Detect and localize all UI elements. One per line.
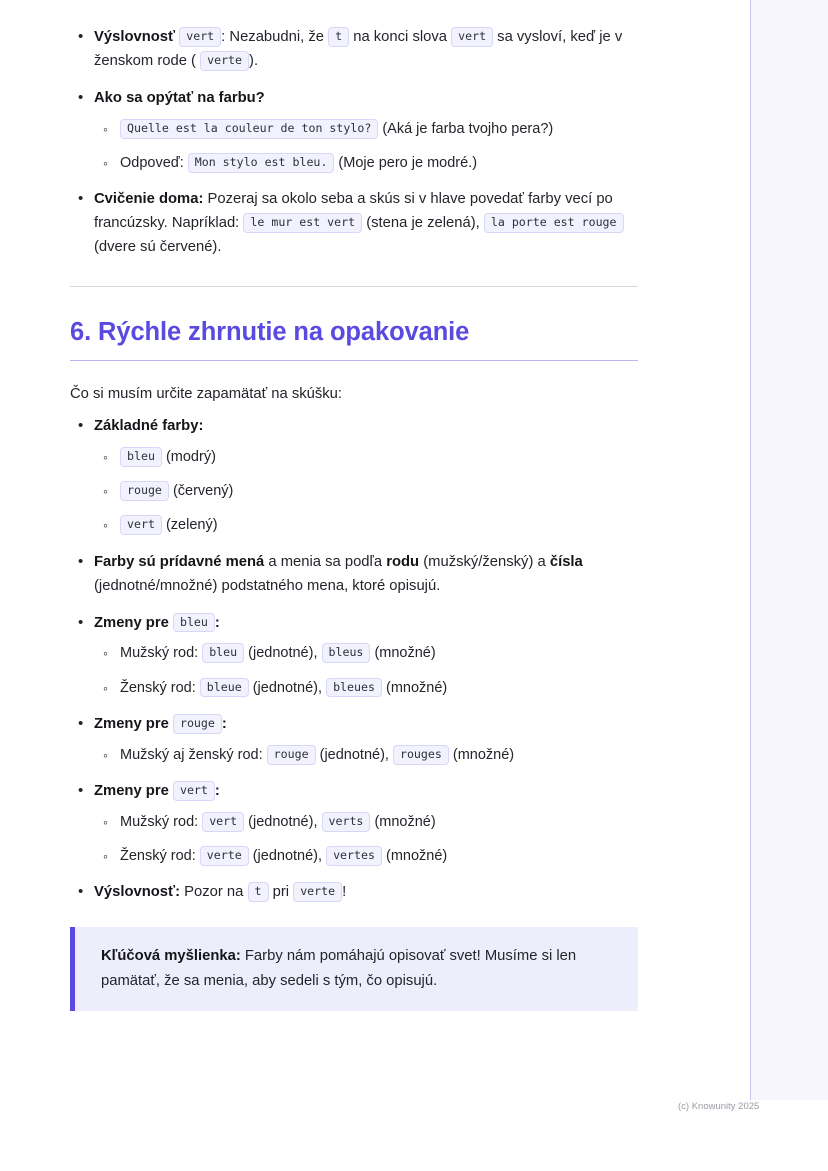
ask-color-sublist bbox=[94, 118, 638, 175]
text-fragment: na konci slova bbox=[353, 29, 447, 45]
text-fragment: (dvere sú červené). bbox=[94, 239, 222, 256]
code-chip: vert bbox=[179, 27, 221, 47]
code-chip: bleu bbox=[202, 643, 244, 663]
key-idea-label: Kľúčová myšlienka: bbox=[101, 948, 241, 965]
code-chip: bleu bbox=[120, 447, 162, 467]
code-chip: rouge bbox=[173, 714, 222, 734]
text-fragment: (množné) bbox=[386, 848, 448, 865]
text-fragment: Odpoveď: bbox=[120, 155, 184, 172]
changes-vert-label: Zmeny pre bbox=[94, 783, 169, 799]
text-fragment: Pozeraj sa okolo seba a skús si v hlave povedať farby vecí po francúzsky. Napríklad: bbox=[94, 191, 613, 232]
emphasis-gender: rodu bbox=[386, 553, 420, 570]
text-fragment: (jednotné), bbox=[248, 813, 318, 830]
code-chip: verte bbox=[293, 882, 342, 902]
basic-colors-sublist bbox=[94, 446, 638, 538]
text-fragment: (modrý) bbox=[165, 449, 216, 465]
heading-underline bbox=[70, 360, 638, 361]
code-chip: rouges bbox=[393, 745, 449, 765]
code-chip: la porte est rouge bbox=[484, 213, 624, 233]
text-fragment: (jednotné), bbox=[252, 848, 323, 865]
text-fragment: (jednotné/množné) podstatného mena, ktoré opisujú. bbox=[94, 577, 441, 594]
key-idea-callout bbox=[70, 927, 638, 1011]
code-chip: verte bbox=[200, 846, 249, 866]
page-side-column bbox=[750, 0, 828, 1100]
list-item bbox=[94, 642, 638, 665]
text-fragment: ! bbox=[342, 884, 347, 901]
text-fragment: (jednotné), bbox=[252, 679, 323, 696]
code-chip: bleues bbox=[326, 678, 382, 698]
changes-bleu-sublist bbox=[94, 642, 638, 699]
basic-colors-label: Základné farby: bbox=[94, 418, 204, 435]
text-fragment: (jednotné), bbox=[319, 746, 389, 763]
text-fragment: : bbox=[214, 614, 220, 631]
text-fragment: (množné) bbox=[452, 746, 515, 763]
list-item bbox=[94, 514, 638, 537]
code-chip: vert bbox=[451, 27, 493, 47]
list-item bbox=[70, 188, 638, 260]
code-chip: vert bbox=[120, 515, 162, 535]
list-item bbox=[70, 87, 638, 175]
text-fragment: (jednotné), bbox=[248, 645, 318, 662]
text-fragment: : bbox=[221, 715, 227, 732]
code-chip: Quelle est la couleur de ton stylo? bbox=[120, 119, 378, 139]
text-fragment: (mužský/ženský) a bbox=[423, 553, 546, 570]
section-heading: 6. Rýchle zhrnutie na opakovanie bbox=[70, 318, 470, 347]
code-chip: t bbox=[248, 882, 269, 902]
list-item bbox=[70, 415, 638, 538]
list-item bbox=[70, 612, 638, 700]
list-item bbox=[70, 713, 638, 767]
code-chip: verts bbox=[322, 812, 371, 832]
code-chip: bleu bbox=[173, 613, 215, 633]
summary-bullet-list bbox=[70, 415, 638, 905]
changes-vert-sublist bbox=[94, 811, 638, 868]
text-fragment: (množné) bbox=[374, 645, 436, 662]
adjectives-rule-label: Farby sú prídavné mená bbox=[94, 553, 265, 570]
homework-label: Cvičenie doma: bbox=[94, 191, 204, 208]
code-chip: rouge bbox=[267, 745, 316, 765]
text-fragment: (množné) bbox=[374, 813, 436, 830]
code-chip: bleus bbox=[322, 643, 371, 663]
text-fragment: a menia sa podľa bbox=[268, 553, 383, 570]
key-idea-text: Farby nám pomáhajú opisovať svet! Musíme si len pamätať, že sa menia, aby sedeli s tým, čo opisujú. bbox=[101, 948, 577, 989]
code-chip: t bbox=[328, 27, 349, 47]
list-item bbox=[70, 551, 638, 599]
section-intro: Čo si musím určite zapamätať na skúšku: bbox=[70, 386, 342, 403]
text-fragment: Ženský rod: bbox=[120, 848, 196, 865]
code-chip: le mur est vert bbox=[243, 213, 362, 233]
ask-color-label: Ako sa opýtať na farbu? bbox=[94, 89, 265, 106]
code-chip: Mon stylo est bleu. bbox=[188, 153, 335, 173]
list-item bbox=[70, 780, 638, 868]
text-fragment: Ženský rod: bbox=[120, 679, 196, 696]
text-fragment: Pozor na bbox=[184, 884, 244, 901]
text-fragment: (stena je zelená), bbox=[366, 215, 480, 232]
list-item bbox=[94, 118, 638, 141]
text-fragment: pri bbox=[272, 884, 290, 901]
text-fragment: (červený) bbox=[172, 483, 234, 500]
list-item bbox=[70, 881, 638, 905]
list-item bbox=[94, 845, 638, 868]
text-fragment: (množné) bbox=[386, 679, 448, 696]
pronunciation-label: Výslovnosť bbox=[94, 29, 176, 45]
text-fragment: (zelený) bbox=[165, 517, 218, 534]
list-item bbox=[70, 26, 638, 74]
text-fragment: ). bbox=[249, 52, 259, 69]
text-fragment: sa vysloví, keď je v ženskom rode ( bbox=[94, 29, 623, 69]
list-item bbox=[94, 152, 638, 175]
code-chip: vert bbox=[173, 781, 215, 801]
section-divider bbox=[70, 286, 638, 287]
code-chip: rouge bbox=[120, 481, 169, 501]
list-item bbox=[94, 811, 638, 834]
top-bullet-list bbox=[70, 26, 638, 260]
text-fragment: Mužský rod: bbox=[120, 645, 199, 662]
code-chip: vert bbox=[202, 812, 244, 832]
pronunciation-note-label: Výslovnosť: bbox=[94, 884, 181, 901]
code-chip: vertes bbox=[326, 846, 382, 866]
text-fragment: (Aká je farba tvojho pera?) bbox=[382, 120, 554, 137]
list-item bbox=[94, 677, 638, 700]
emphasis-number: čísla bbox=[549, 553, 583, 570]
text-fragment: Mužský aj ženský rod: bbox=[120, 746, 263, 763]
text-fragment: : Nezabudni, že bbox=[221, 29, 324, 45]
changes-rouge-label: Zmeny pre bbox=[94, 715, 169, 732]
text-fragment: (Moje pero je modré.) bbox=[338, 155, 478, 172]
list-item bbox=[94, 480, 638, 503]
list-item bbox=[94, 446, 638, 469]
code-chip: bleue bbox=[200, 678, 249, 698]
text-fragment: Mužský rod: bbox=[120, 813, 199, 830]
list-item bbox=[94, 744, 638, 767]
text-fragment: : bbox=[214, 783, 220, 799]
code-chip: verte bbox=[200, 51, 249, 71]
changes-bleu-label: Zmeny pre bbox=[94, 614, 169, 631]
document-content bbox=[70, 26, 638, 1011]
footer-credit: (c) Knowunity 2025 bbox=[678, 1101, 760, 1112]
changes-rouge-sublist bbox=[94, 744, 638, 767]
